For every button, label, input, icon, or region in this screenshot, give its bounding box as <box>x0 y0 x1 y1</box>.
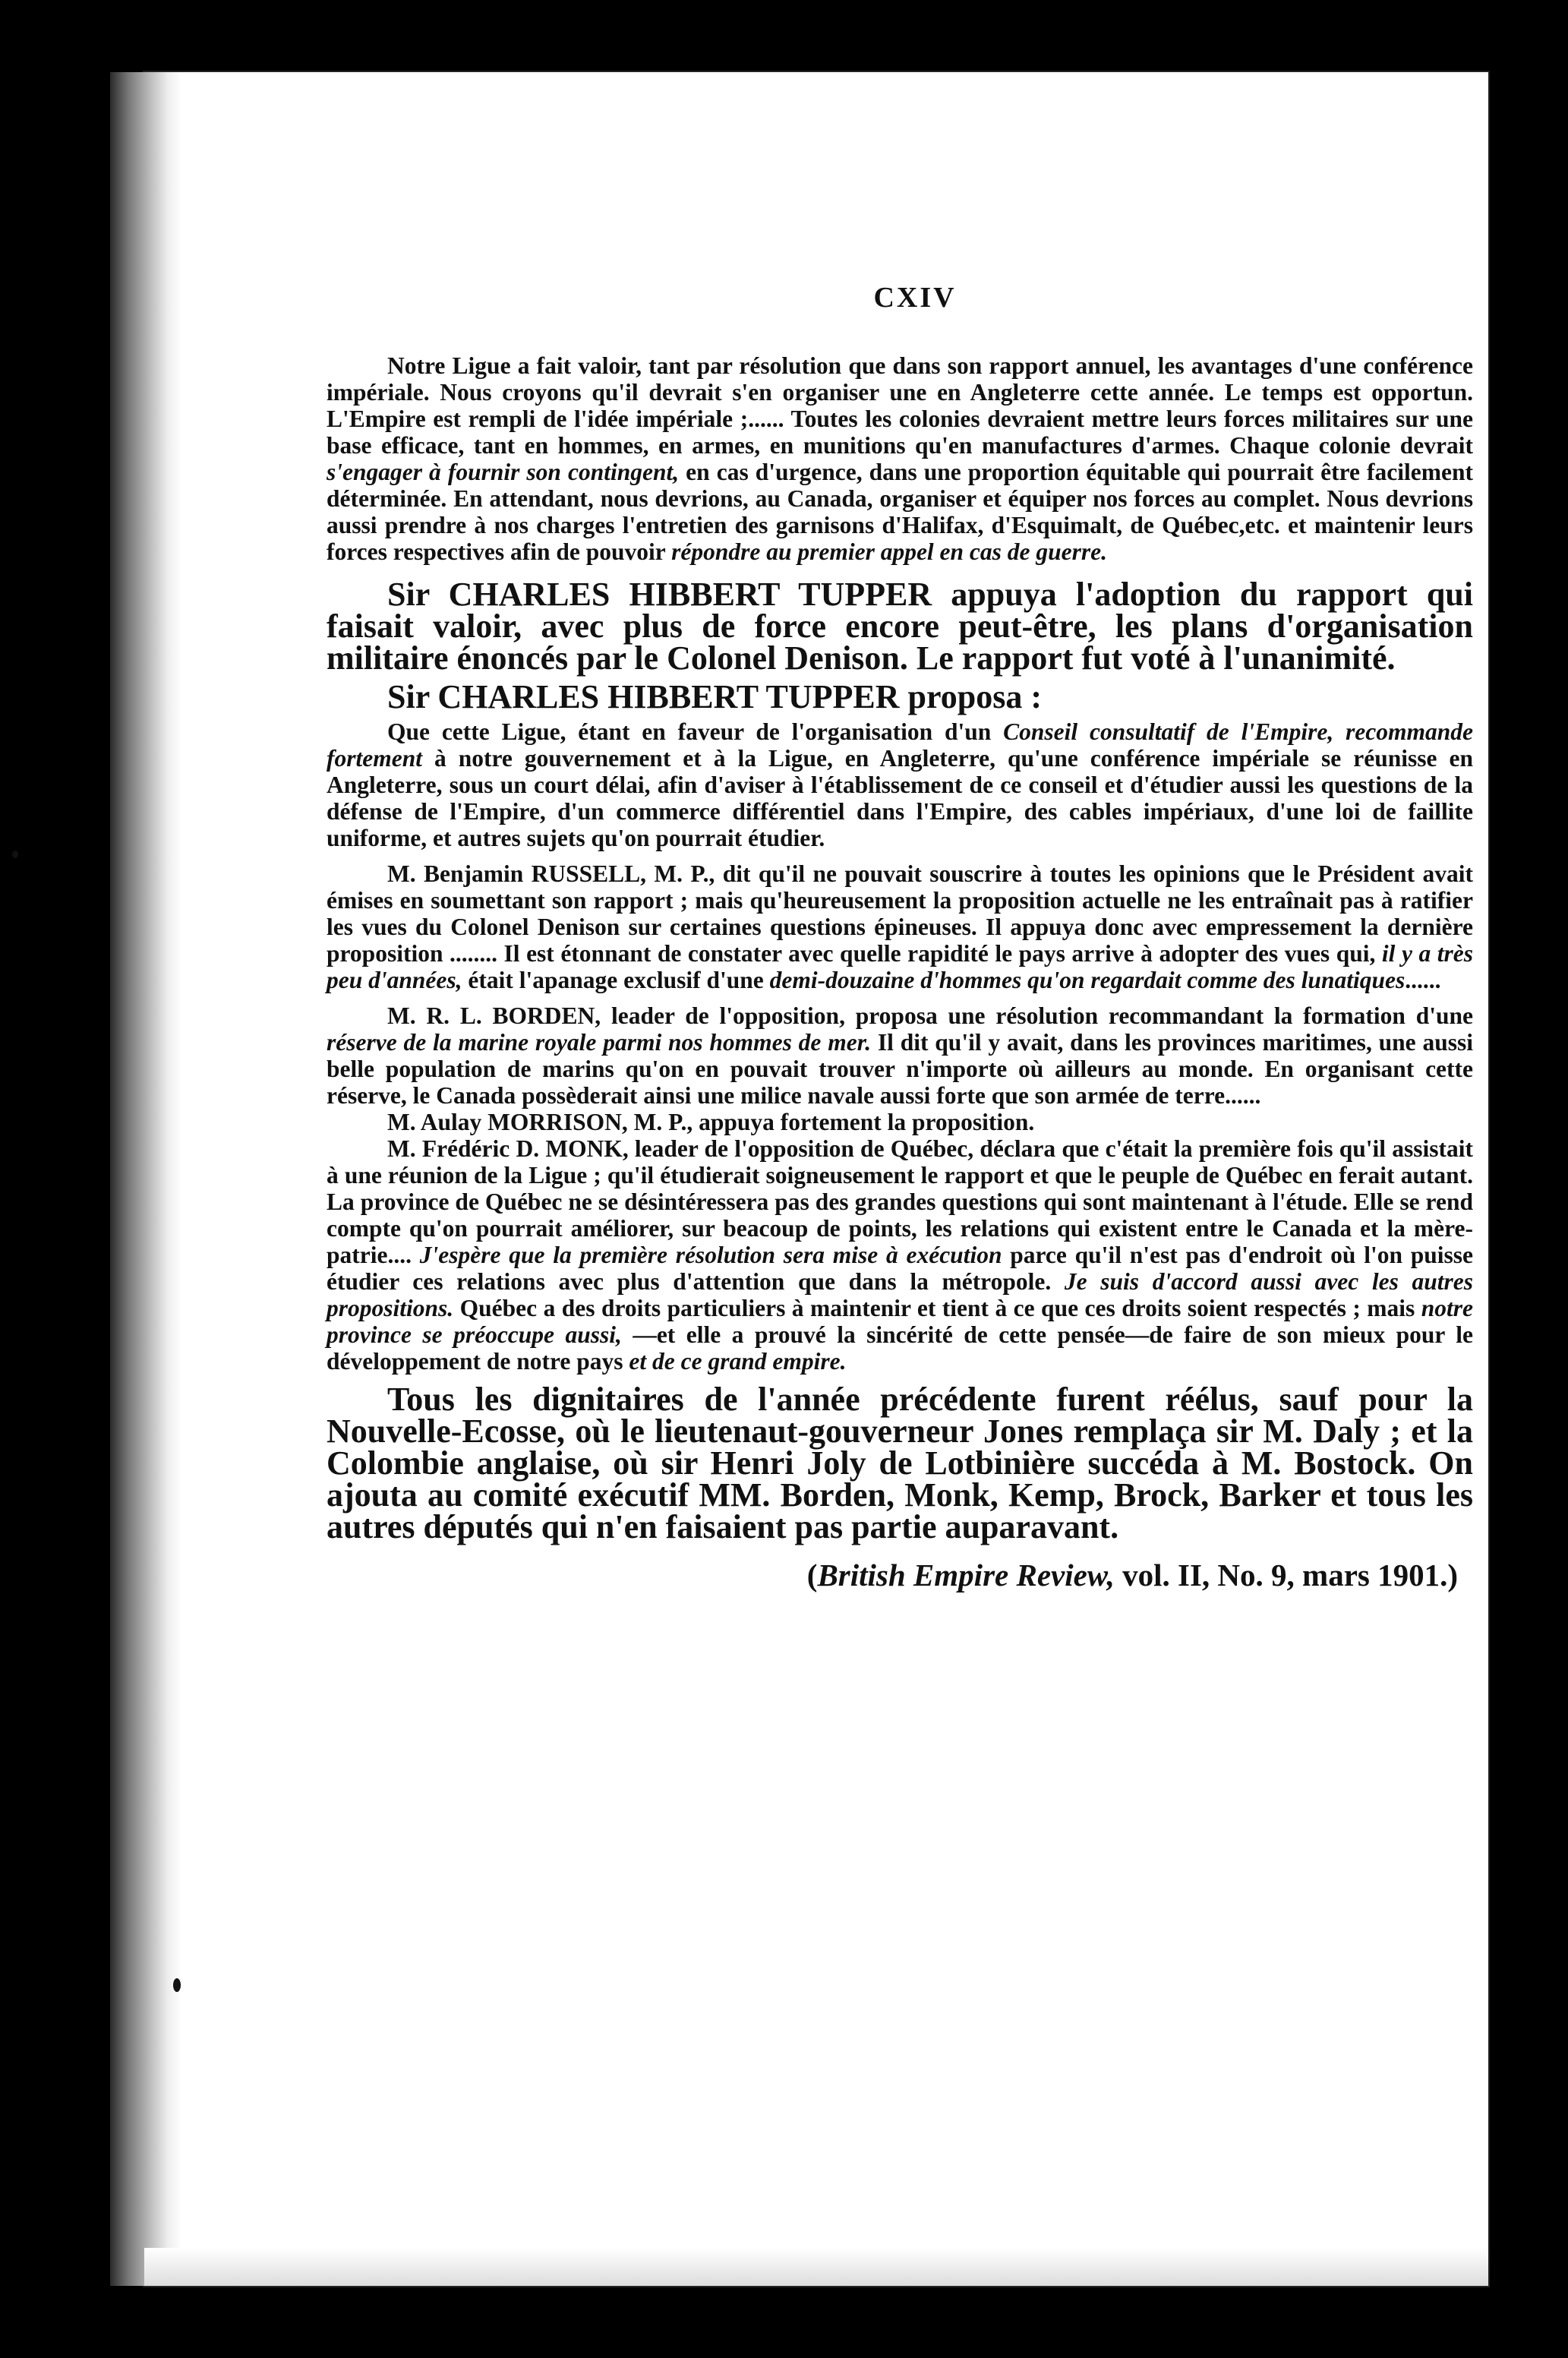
page-content <box>327 281 1473 1592</box>
paragraph-text: en cas d'urgence, dans une proportion équitable qui pourrait être facilement déterminée. En attendant, nous devrions, au Canada, organiser et équiper nos forces au complet. Nous devrions aussi prendre à nos charges l'entretien des garnisons d'Halifax, d'Esquimalt, de Québec,etc. et maintenir leurs forces respectives afin de pouvoir <box>327 459 1473 565</box>
source-citation <box>327 1558 1473 1592</box>
citation-paren: ( <box>806 1558 818 1593</box>
emphasis-text: Je suis d'accord aussi avec les autres propositions. <box>327 1268 1474 1321</box>
paragraph-monk <box>327 1135 1473 1375</box>
paragraph-text: ...... <box>1405 967 1441 993</box>
paragraph-dignitaires: Tous les dignitaires de l'année précédente furent réélus, sauf pour la Nouvelle-Ecosse, où le lieutenaut-gouverneur Jones remplaça sir M. Daly ; et la Colombie anglaise, où sir Henri Joly de Lotbinière succéda à M. Bostock. On ajouta au comité exécutif MM. Borden, Monk, Kemp, Brock, Barker et tous les autres députés qui n'en faisaient pas partie auparavant. <box>327 1381 1473 1545</box>
resolution-paragraph <box>327 718 1473 851</box>
paragraph-text: Notre Ligue a fait valoir, tant par résolution que dans son rapport annuel, les avantages d'une conférence impériale. Nous croyons qu'il devrait s'en organiser une en Angleterre cette année. Le temps est opportun. L'Empire est rempli de l'idée impériale ;...... Toutes les colonies devraient mettre leurs forces militaires sur une base efficace, tant en hommes, en armes, en munitions qu'en manufactures d'armes. Chaque colonie devrait <box>327 352 1473 459</box>
emphasis-text: il y a très peu d'années, <box>327 940 1473 993</box>
paragraph-text: M. Frédéric D. MONK, leader de l'opposition de Québec, déclara que c'était la première fois qu'il assistait à une réunion de la Ligue ; qu'il étudierait soigneusement le rapport et que le peuple de Québec en ferait autant. La province de Québec ne se désintéressera pas des grandes questions qui sont maintenant à l'étude. Elle se rend compte qu'on pourrait améliorer, sur beacoup de points, les relations qui existent entre le Canada et la mère-patrie.... <box>327 1135 1473 1268</box>
quoted-paragraph-ligue <box>327 352 1473 565</box>
paragraph-text: Québec a des droits particuliers à maintenir et tient à ce que ces droits soient respectés ; mais <box>459 1295 1415 1321</box>
emphasis-text: Conseil consultatif de l'Empire, recommande fortement <box>327 718 1474 772</box>
paragraph-text: Il dit qu'il y avait, dans les provinces maritimes, une aussi belle population de marins qu'on en pouvait trouver n'importe où ailleurs au monde. En organisant cette réserve, le Canada possèderait ainsi une milice navale aussi forte que son armée de terre...... <box>327 1029 1473 1109</box>
emphasis-text: et de ce grand empire. <box>629 1348 847 1375</box>
paragraph-text: M. R. L. BORDEN, leader de l'opposition, proposa une résolution recommandant la formation d'une <box>387 1002 1473 1029</box>
citation-title: British Empire Review, <box>817 1558 1115 1593</box>
paragraph-tupper-appuya: Sir CHARLES HIBBERT TUPPER appuya l'adoption du rapport qui faisait valoir, avec plus de force encore peut-être, les plans d'organisation militaire énoncés par le Colonel Denison. Le rapport fut voté à l'unanimité. <box>327 576 1473 677</box>
emphasis-text: notre province se préoccupe aussi, <box>327 1295 1473 1348</box>
emphasis-text: J'espère que la première résolution sera mise à exécution <box>419 1242 1002 1268</box>
margin-dot <box>173 1978 181 1992</box>
paragraph-text: était l'apanage exclusif d'une <box>468 967 764 993</box>
emphasis-text: réserve de la marine royale parmi nos hommes de mer. <box>327 1029 872 1056</box>
page-bottom-shadow <box>144 2248 1488 2286</box>
binding-gutter <box>110 72 182 2286</box>
citation-details: vol. II, No. 9, mars 1901.) <box>1122 1558 1458 1593</box>
page-number: CXIV <box>873 282 957 314</box>
paragraph-tupper-proposa: Sir CHARLES HIBBERT TUPPER proposa : <box>387 678 1042 715</box>
paragraph-text: —et elle a prouvé la sincérité de cette pensée—de faire de son mieux pour le développement de notre pays <box>327 1321 1473 1375</box>
paragraph-text: Que cette Ligue, étant en faveur de l'organisation d'un <box>387 718 992 745</box>
paragraph-russell <box>327 860 1473 993</box>
emphasis-text: demi-douzaine d'hommes qu'on regardait comme des lunatiques <box>769 967 1406 993</box>
paragraph-text: M. Benjamin RUSSELL, M. P., dit qu'il ne pouvait souscrire à toutes les opinions que le Président avait émises en soumettant son rapport ; mais qu'heureusement la proposition actuelle ne les entraînait pas à ratifier les vues du Colonel Denison sur certaines questions épineuses. Il appuya donc avec empressement la dernière proposition ........ Il est étonnant de constater avec quelle rapidité le pays arrive à adopter des vues qui, <box>327 860 1473 967</box>
paragraph-text: à notre gouvernement et à la Ligue, en Angleterre, qu'une conférence impériale se réunisse en Angleterre, sous un court délai, afin d'aviser à l'établissement de ce conseil et d'étudier aussi les questions de la défense de l'Empire, d'un commerce différentiel dans l'Empire, des cables impériaux, d'une loi de faillite uniforme, et autres sujets qu'on pourrait étudier. <box>327 745 1473 851</box>
emphasis-text: répondre au premier appel en cas de guerre. <box>671 538 1108 565</box>
paragraph-borden <box>327 1002 1473 1109</box>
paragraph-morrison: M. Aulay MORRISON, M. P., appuya fortement la proposition. <box>387 1109 1035 1135</box>
paragraph-text: parce qu'il n'est pas d'endroit où l'on puisse étudier ces relations avec plus d'attention que dans la métropole. <box>327 1242 1474 1295</box>
emphasis-text: s'engager à fournir son contingent, <box>327 459 680 485</box>
scan-speck <box>12 851 18 858</box>
